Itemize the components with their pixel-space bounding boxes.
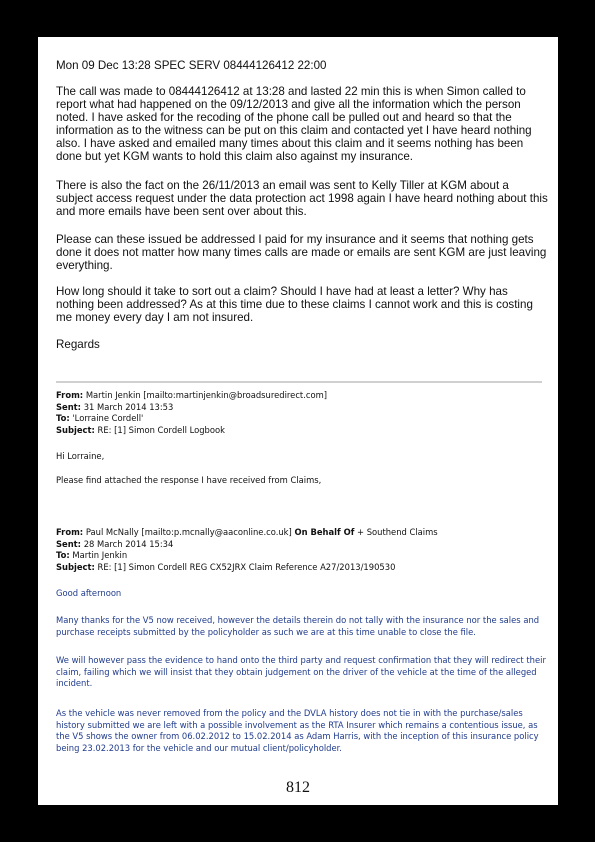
intro-paragraph-4: How long should it take to sort out a claim? Should I have had at least a letter? Why has nothing been addressed? As at this time due to these claims I cannot work and this is costing me money every day I am not insured. (56, 285, 533, 324)
email1-from-value: Martin Jenkin [mailto:martinjenkin@broadsuredirect.com] (85, 390, 328, 400)
email1-sent-value: 31 March 2014 13:53 (83, 401, 174, 412)
page-number: 812 (286, 779, 310, 796)
email1-to-value: 'Lorraine Cordell' (72, 413, 144, 423)
email2-paragraph-3: As the vehicle was never removed from the policy and the DVLA history does not tie in with the purchase/sales history submitted we are left with a possible involvement as the RTA Insurer which remains a contentious issue, as the V5 shows the owner from 06.02.2012 to 15.02.2014 as Adam Harris, with the inception of this insurance policy being 23.02.2013 for the vehicle and our mutual client/policyholder. (56, 708, 539, 753)
intro-paragraph-2: There is also the fact on the 26/11/2013 an email was sent to Kelly Tiller at KGM about a subject access request under the data protection act 1998 again I have heard nothing about this and more emails have been sent over about this. (56, 179, 548, 218)
from-label: From: (56, 527, 84, 537)
email2-paragraph-1: Many thanks for the V5 now received, however the details therein do not tally with the insurance nor the sales and purchase receipts submitted by the policyholder as such we are at this time unable to close the file. (56, 615, 540, 637)
email2-to-value: Martin Jenkin (72, 550, 128, 560)
email1-body: Please find attached the response I have received from Claims, (56, 475, 322, 485)
email1-from-line (56, 390, 327, 402)
intro-paragraph-3: Please can these issued be addressed I paid for my insurance and it seems that nothing gets done it does not matter how many times calls are made or emails are sent KGM are just leaving everything. (56, 233, 547, 272)
email2-from-value: Paul McNally [mailto:p.mcnally@aaconline.co.uk] (85, 527, 292, 537)
email2-sent-value: 28 March 2014 15:34 (83, 538, 174, 549)
email1-subject-value: RE: [1] Simon Cordell Logbook (97, 424, 225, 435)
email2-paragraph-2: We will however pass the evidence to hand onto the third party and request confirmation that they will redirect their claim, failing which we will insist that they obtain judgement on the driver of the vehicle at the time of the alleged incident. (56, 655, 546, 688)
email2-to-line (56, 550, 127, 562)
email2-behalf-value: + Southend Claims (357, 527, 438, 537)
subject-label: Subject: (56, 561, 95, 572)
email1-greeting: Hi Lorraine, (56, 451, 105, 461)
intro-paragraph-1: The call was made to 08444126412 at 13:28 and lasted 22 min this is when Simon called to report what had happened on the 09/12/2013 and give all the information which the person noted. I have asked for the recoding of the phone call be pulled out and heard so that the information as to the witness can be put on this claim and contacted yet I have heard nothing also. I have asked and emailed many times about this claim and it seems nothing has been done but yet KGM wants to hold this claim also against my insurance. (56, 85, 532, 163)
call-log-line: Mon 09 Dec 13:28 SPEC SERV 08444126412 22:00 (56, 59, 327, 72)
closing-regards: Regards (56, 338, 100, 351)
email1-sent-line (56, 402, 173, 414)
email2-subject-value: RE: [1] Simon Cordell REG CX52JRX Claim Reference A27/2013/190530 (97, 561, 396, 572)
email1-to-line (56, 413, 143, 425)
to-label: To: (56, 550, 70, 560)
sent-label: Sent: (56, 538, 82, 549)
email2-subject-line (56, 562, 395, 574)
to-label: To: (56, 413, 70, 423)
sent-label: Sent: (56, 401, 82, 412)
email2-sent-line (56, 539, 173, 551)
email1-subject-line (56, 425, 225, 437)
subject-label: Subject: (56, 424, 95, 435)
email-divider (56, 381, 542, 383)
from-label: From: (56, 390, 84, 400)
email2-from-line (56, 527, 438, 539)
on-behalf-of-label: On Behalf Of (294, 527, 355, 537)
email2-greeting: Good afternoon (56, 588, 122, 598)
document-page (38, 37, 558, 805)
